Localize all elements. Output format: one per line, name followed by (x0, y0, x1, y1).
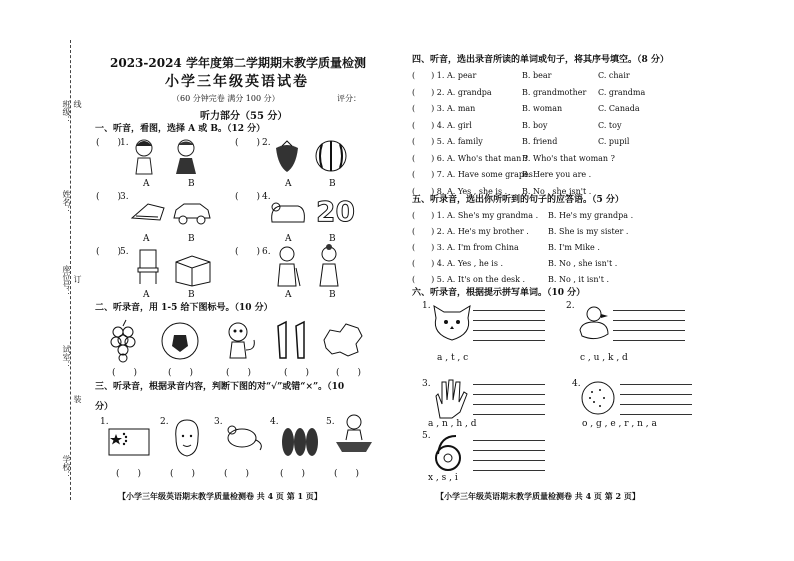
ding-mark: 订 (73, 275, 82, 283)
question-option-b: B. bear (522, 71, 552, 80)
response-option-b: B. No , she isn't . (548, 259, 618, 268)
answer-line (613, 320, 685, 321)
question-option-b: B. Here you are . (522, 170, 592, 179)
question-option-b: B. Who's that woman ? (522, 153, 615, 163)
answer-line (473, 414, 545, 415)
answer-line (620, 414, 692, 415)
question-number: 3. (120, 192, 129, 202)
car-icon (172, 200, 212, 230)
number-11-icon (272, 318, 312, 364)
monkey-icon (222, 320, 258, 364)
eggplants-icon (280, 420, 322, 464)
answer-line (473, 440, 545, 441)
footer-right: 【小学三年级英语期末教学质量检测卷 共 4 页 第 2 页】 (436, 491, 640, 501)
answer-line (473, 330, 545, 331)
question-number: 1. (422, 301, 431, 311)
boy-boat-icon (334, 412, 374, 460)
name-label: 姓名： (62, 190, 71, 214)
section-5-title: 五、听录音，选出你所听到的句子的应答语。（5 分） (412, 195, 624, 205)
section-1-title: 一、听音，看图，选择 A 或 B。（12 分） (95, 124, 266, 134)
response-option-a: ( ) 2. A. He's my brother . (412, 227, 529, 236)
question-option-b: B. No , she isn't . (522, 186, 592, 196)
question-option-c: C. Canada (598, 104, 640, 113)
listening-title: 听力部分（55 分） (200, 111, 288, 122)
option-b: B (188, 234, 195, 244)
score-label: 评分： (337, 94, 361, 103)
answer-line (473, 394, 545, 395)
hint-letters: o , g , e , r , n , a (582, 419, 657, 429)
answer-line (473, 450, 545, 451)
answer-paren: ( ) (280, 469, 306, 479)
option-b: B (188, 290, 195, 300)
response-option-b: B. I'm Mike . (548, 243, 600, 252)
question-number: 3. (214, 417, 223, 427)
answer-line (620, 404, 692, 405)
answer-paren: ( ) (334, 469, 360, 479)
answer-line (620, 394, 692, 395)
answer-line (473, 404, 545, 405)
hand-icon (430, 376, 470, 424)
china-map-icon (322, 322, 364, 364)
grandma-icon (314, 244, 344, 292)
section-6-title: 六、听录音，根据提示拼写单词。（10 分） (412, 288, 586, 298)
question-number: 1. (100, 417, 109, 427)
section-3-title-cont: 分） (95, 402, 114, 412)
mouse-icon (224, 422, 264, 456)
option-b: B (329, 290, 336, 300)
question-number: 5. (120, 247, 129, 257)
ball-icon (160, 321, 200, 365)
question-number: 4. (262, 192, 271, 202)
option-a: A (143, 290, 150, 300)
hint-letters: c , u , k , d (580, 353, 628, 363)
question-number: 5. (422, 431, 431, 441)
response-option-a: ( ) 3. A. I'm from China (412, 243, 519, 252)
answer-line (473, 470, 545, 471)
response-option-a: ( ) 5. A. It's on the desk . (412, 275, 526, 284)
answer-paren: ( ) (336, 368, 362, 378)
line-mark: 线 (73, 100, 82, 108)
response-option-b: B. She is my sister . (548, 227, 629, 236)
question-option-a: ( ) 4. A. girl (412, 120, 472, 130)
hint-letters: x , s , i (428, 473, 458, 483)
answer-paren: ( ) (235, 247, 261, 257)
question-number: 2. (160, 417, 169, 427)
watermelon-icon (314, 139, 348, 177)
answer-line (613, 340, 685, 341)
option-a: A (143, 179, 150, 189)
answer-paren: ( ) (224, 469, 250, 479)
answer-paren: ( ) (226, 368, 252, 378)
answer-line (473, 340, 545, 341)
question-option-c: C. grandma (598, 87, 646, 97)
bear-icon (268, 198, 308, 232)
answer-line (613, 330, 685, 331)
question-option-c: C. chair (598, 71, 630, 80)
section-3-title: 三、听录音，根据录音内容，判断下图的对“√”或错“×”。（10 (95, 382, 345, 392)
answer-line (473, 310, 545, 311)
question-option-c: C. toy (598, 120, 622, 130)
seat-label: 座位号： (62, 265, 71, 297)
option-b: B (329, 179, 336, 189)
six-icon (430, 432, 466, 476)
hint-letters: a , n , h , d (428, 419, 477, 429)
grandpa-icon (272, 244, 302, 292)
option-a: A (285, 234, 292, 244)
number-20-icon: 20 (316, 195, 355, 228)
answer-paren: ( ) (112, 368, 138, 378)
answer-paren: ( ) (96, 138, 122, 148)
school-label: 学校： (62, 455, 71, 479)
class-label: 班级： (62, 100, 71, 124)
answer-paren: ( ) (170, 469, 196, 479)
question-option-a: ( ) 3. A. man (412, 104, 476, 113)
cat-icon (430, 304, 474, 350)
answer-paren: ( ) (96, 192, 122, 202)
exam-subtitle: 小学三年级英语试卷 (165, 74, 309, 90)
answer-line (473, 460, 545, 461)
box-icon (172, 250, 214, 290)
hint-letters: a , t , c (437, 353, 469, 363)
girl-icon (128, 136, 160, 180)
flag-icon (108, 428, 152, 462)
response-option-b: B. No , it isn't . (548, 275, 610, 284)
response-option-a: ( ) 4. A. Yes , he is . (412, 259, 504, 268)
option-b: B (188, 179, 195, 189)
exam-title: 2023-2024 学年度第二学期期末教学质量检测 (110, 56, 366, 70)
question-option-b: B. woman (522, 104, 563, 113)
boy-icon (170, 136, 202, 180)
response-option-b: B. He's my grandpa . (548, 211, 634, 220)
question-option-a: ( ) 8. A. Yes , she is . (412, 186, 508, 196)
option-a: A (143, 234, 150, 244)
question-option-a: ( ) 2. A. grandpa (412, 87, 492, 97)
response-option-a: ( ) 1. A. She's my grandma . (412, 211, 539, 220)
orange-icon (580, 380, 616, 420)
chair-icon (134, 248, 162, 290)
question-number: 1. (120, 138, 129, 148)
question-option-a: ( ) 7. A. Have some grapes . (412, 170, 538, 179)
ship-icon (130, 200, 166, 228)
answer-paren: ( ) (116, 469, 142, 479)
option-a: A (285, 179, 292, 189)
question-option-a: ( ) 6. A. Who's that man ? (412, 153, 529, 163)
answer-line (473, 384, 545, 385)
section-2-title: 二、听录音，用 1-5 给下图标号。（10 分） (95, 303, 273, 313)
option-a: A (285, 290, 292, 300)
question-option-a: ( ) 5. A. family (412, 137, 483, 146)
question-option-c: C. pupil (598, 137, 630, 146)
question-number: 4. (572, 379, 581, 389)
answer-paren: ( ) (235, 138, 261, 148)
answer-line (473, 320, 545, 321)
question-number: 6. (262, 247, 271, 257)
question-number: 2. (262, 138, 271, 148)
answer-paren: ( ) (96, 247, 122, 257)
question-option-a: ( ) 1. A. pear (412, 71, 477, 80)
duck-icon (576, 304, 614, 348)
answer-paren: ( ) (284, 368, 310, 378)
question-number: 3. (422, 379, 431, 389)
question-number: 2. (566, 301, 575, 311)
question-number: 5. (326, 417, 335, 427)
time-note: （60 分钟完卷 满分 100 分） (172, 94, 280, 103)
answer-line (620, 384, 692, 385)
answer-paren: ( ) (168, 368, 194, 378)
strawberry-icon (272, 140, 302, 178)
question-number: 4. (270, 417, 279, 427)
answer-line (613, 310, 685, 311)
question-option-b: B. grandmother (522, 87, 587, 97)
question-option-b: B. friend (522, 137, 558, 146)
section-4-title: 四、听音，选出录音所读的单词或句子，将其序号填空。（8 分） (412, 55, 669, 65)
option-b: B (329, 234, 336, 244)
footer-left: 【小学三年级英语期末教学质量检测卷 共 4 页 第 1 页】 (118, 491, 322, 501)
answer-paren: ( ) (235, 192, 261, 202)
zhuang-mark: 装 (73, 395, 82, 403)
room-label: 试室： (62, 345, 71, 369)
grapes-icon (108, 320, 142, 368)
woman-icon (170, 418, 204, 462)
binding-margin (0, 0, 90, 561)
question-option-b: B. boy (522, 120, 548, 130)
